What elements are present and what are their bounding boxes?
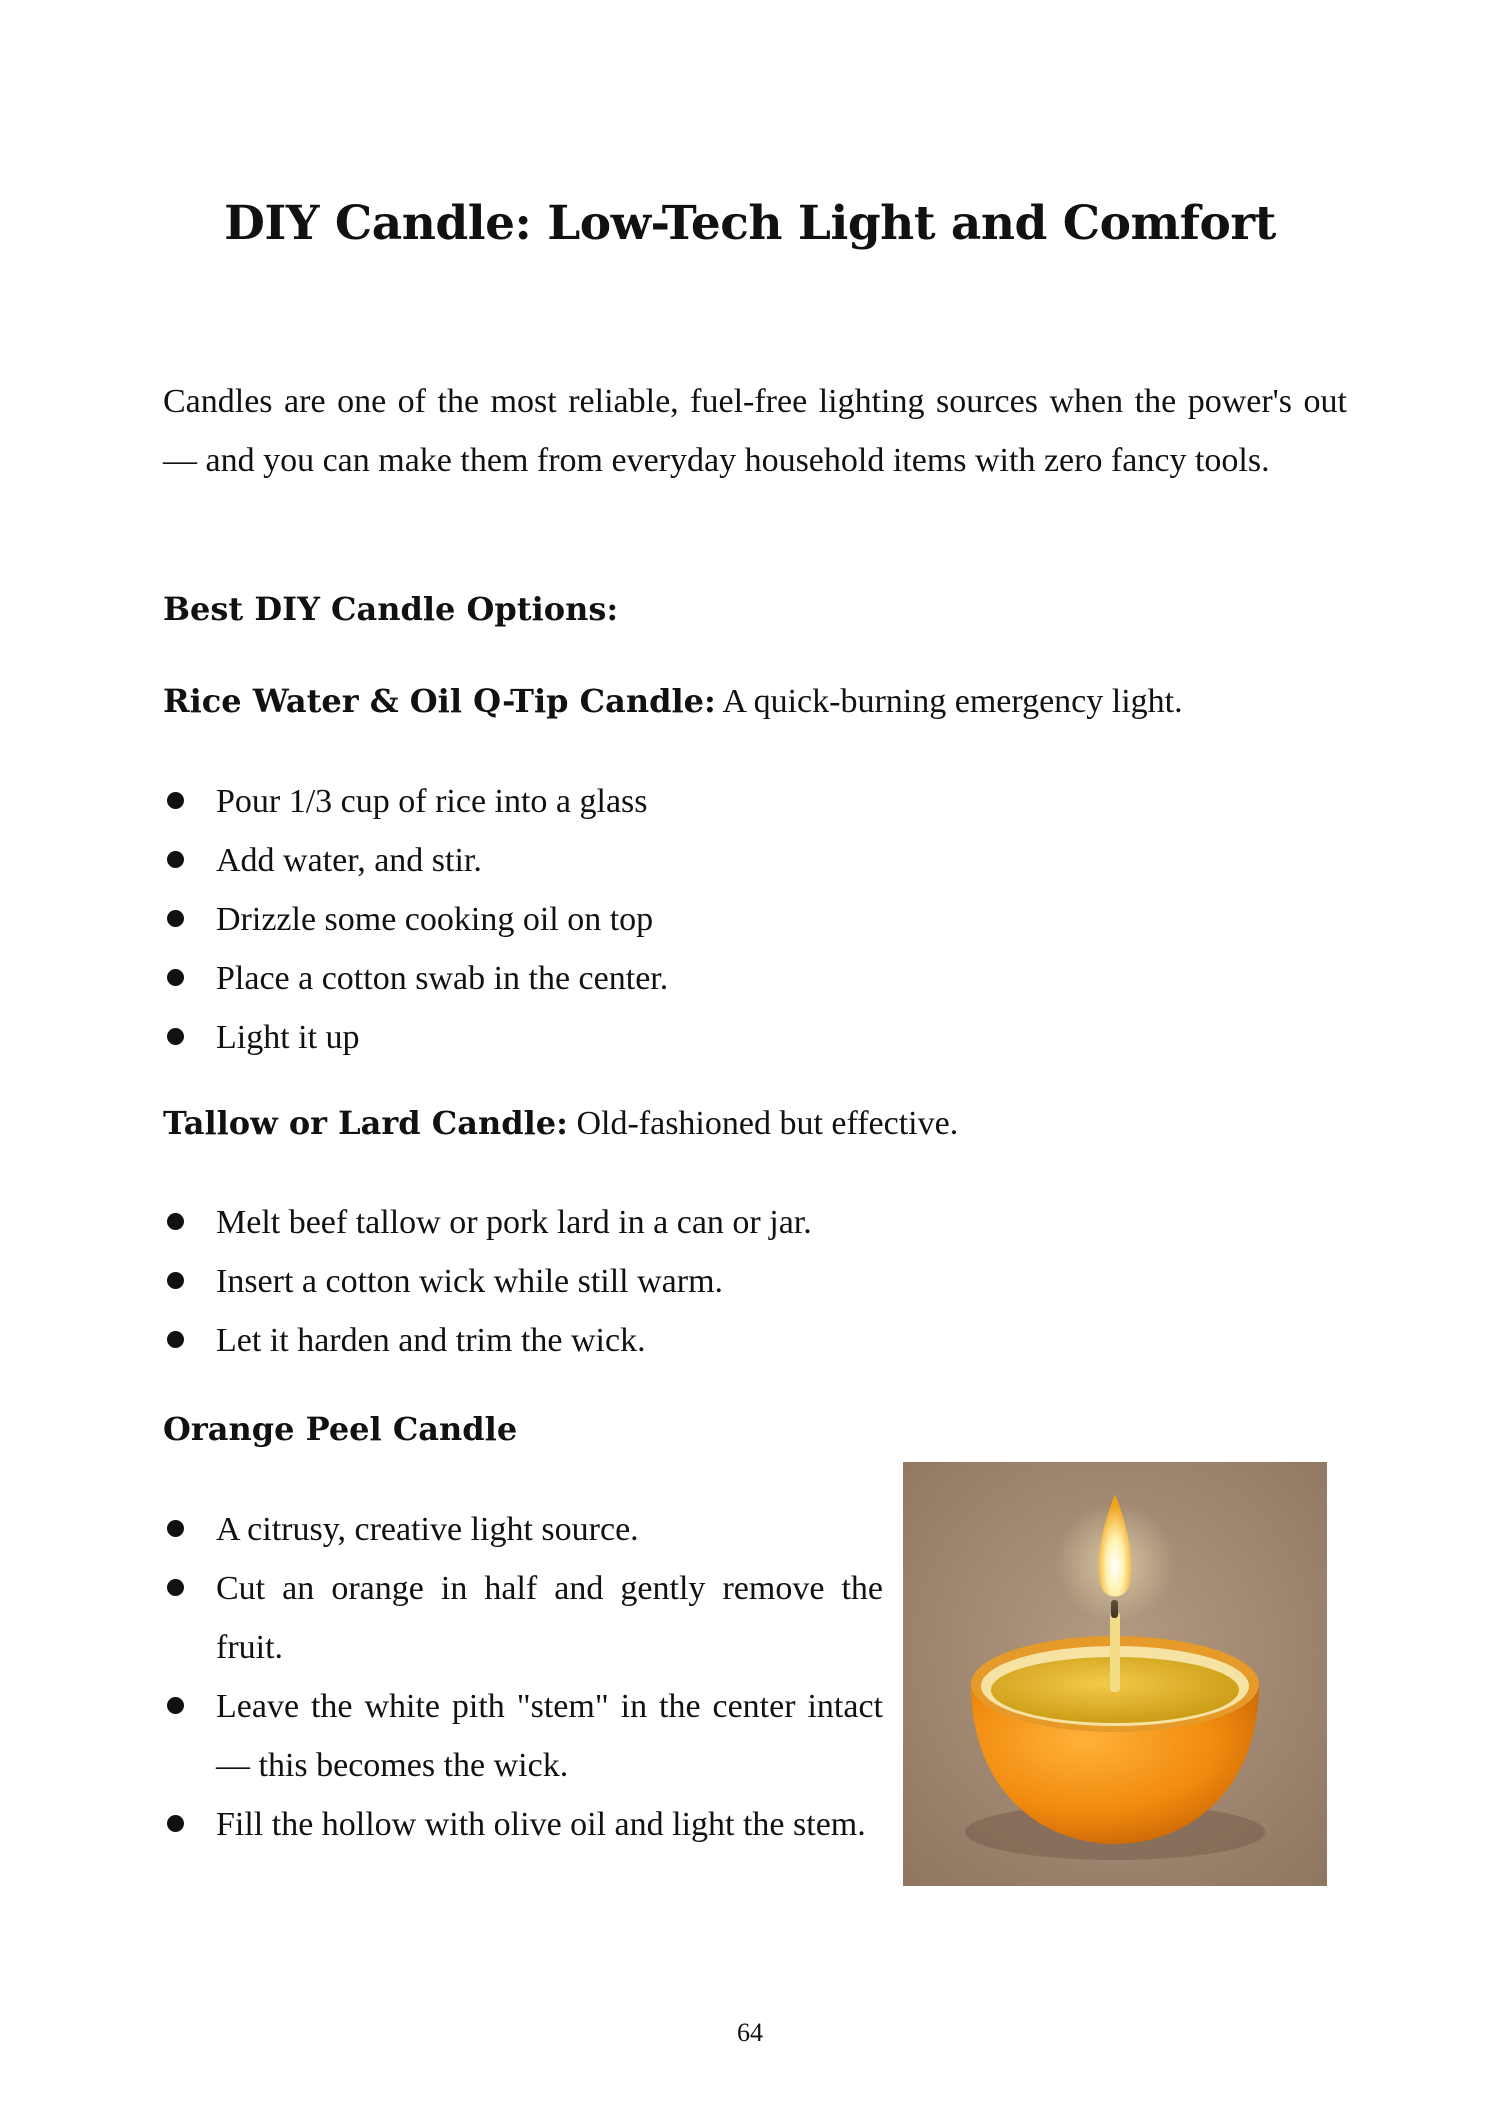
list-item-text: Fill the hollow with olive oil and light the stem. bbox=[216, 1806, 866, 1843]
orange-heading-block bbox=[163, 1410, 1347, 1448]
orange-steps-section bbox=[163, 1500, 883, 1854]
list-item-text: Let it harden and trim the wick. bbox=[216, 1322, 646, 1359]
bullet-icon bbox=[167, 1213, 184, 1230]
orange-candle-heading: Orange Peel Candle bbox=[163, 1410, 518, 1448]
bullet-icon bbox=[167, 1815, 184, 1832]
list-item-text: Cut an orange in half and gently remove the fruit. bbox=[216, 1570, 883, 1666]
options-heading: Best DIY Candle Options: bbox=[163, 590, 619, 628]
rice-steps-list bbox=[163, 772, 1347, 1067]
orange-candle-photo bbox=[903, 1462, 1327, 1886]
list-item-text: Light it up bbox=[216, 1019, 360, 1056]
list-item bbox=[163, 890, 1347, 949]
tallow-steps-section bbox=[163, 1193, 1347, 1370]
bullet-icon bbox=[167, 1520, 184, 1537]
list-item-text: A citrusy, creative light source. bbox=[216, 1511, 639, 1548]
list-item bbox=[163, 1677, 883, 1795]
list-item-text: Insert a cotton wick while still warm. bbox=[216, 1263, 724, 1300]
rice-steps-section bbox=[163, 772, 1347, 1067]
bullet-icon bbox=[167, 1697, 184, 1714]
bullet-icon bbox=[167, 1272, 184, 1289]
list-item-text: Melt beef tallow or pork lard in a can or jar. bbox=[216, 1204, 812, 1241]
options-heading-block bbox=[163, 590, 1347, 628]
intro-section bbox=[163, 372, 1347, 490]
list-item-text: Pour 1/3 cup of rice into a glass bbox=[216, 783, 648, 820]
bullet-icon bbox=[167, 851, 184, 868]
list-item-text: Leave the white pith "stem" in the center intact — this becomes the wick. bbox=[216, 1688, 883, 1784]
tallow-steps-list bbox=[163, 1193, 1347, 1370]
tallow-candle-desc: Old-fashioned but effective. bbox=[567, 1105, 959, 1142]
bullet-icon bbox=[167, 792, 184, 809]
list-item-text: Drizzle some cooking oil on top bbox=[216, 901, 654, 938]
intro-paragraph: Candles are one of the most reliable, fuel-free lighting sources when the power's out — and you can make them from everyday household items with zero fancy tools. bbox=[163, 383, 1347, 479]
bullet-icon bbox=[167, 1579, 184, 1596]
tallow-candle-intro bbox=[163, 1104, 1347, 1143]
page-number: 64 bbox=[737, 2018, 763, 2047]
list-item bbox=[163, 1559, 883, 1677]
list-item bbox=[163, 1252, 1347, 1311]
list-item bbox=[163, 1008, 1347, 1067]
list-item bbox=[163, 1500, 883, 1559]
rice-candle-desc: A quick-burning emergency light. bbox=[715, 683, 1183, 720]
bullet-icon bbox=[167, 969, 184, 986]
list-item bbox=[163, 949, 1347, 1008]
bullet-icon bbox=[167, 1331, 184, 1348]
list-item bbox=[163, 1795, 883, 1854]
list-item-text: Add water, and stir. bbox=[216, 842, 482, 879]
rice-candle-label: Rice Water & Oil Q-Tip Candle: bbox=[163, 682, 716, 720]
rice-candle-line bbox=[163, 682, 1347, 721]
bullet-icon bbox=[167, 910, 184, 927]
list-item bbox=[163, 772, 1347, 831]
page-title: DIY Candle: Low-Tech Light and Comfort bbox=[224, 196, 1276, 251]
bullet-icon bbox=[167, 1028, 184, 1045]
list-item bbox=[163, 1311, 1347, 1370]
orange-steps-list bbox=[163, 1500, 883, 1854]
list-item bbox=[163, 831, 1347, 890]
tallow-candle-line bbox=[163, 1104, 1347, 1143]
tallow-candle-label: Tallow or Lard Candle: bbox=[163, 1104, 568, 1142]
list-item-text: Place a cotton swab in the center. bbox=[216, 960, 669, 997]
list-item bbox=[163, 1193, 1347, 1252]
rice-candle-intro bbox=[163, 682, 1347, 721]
